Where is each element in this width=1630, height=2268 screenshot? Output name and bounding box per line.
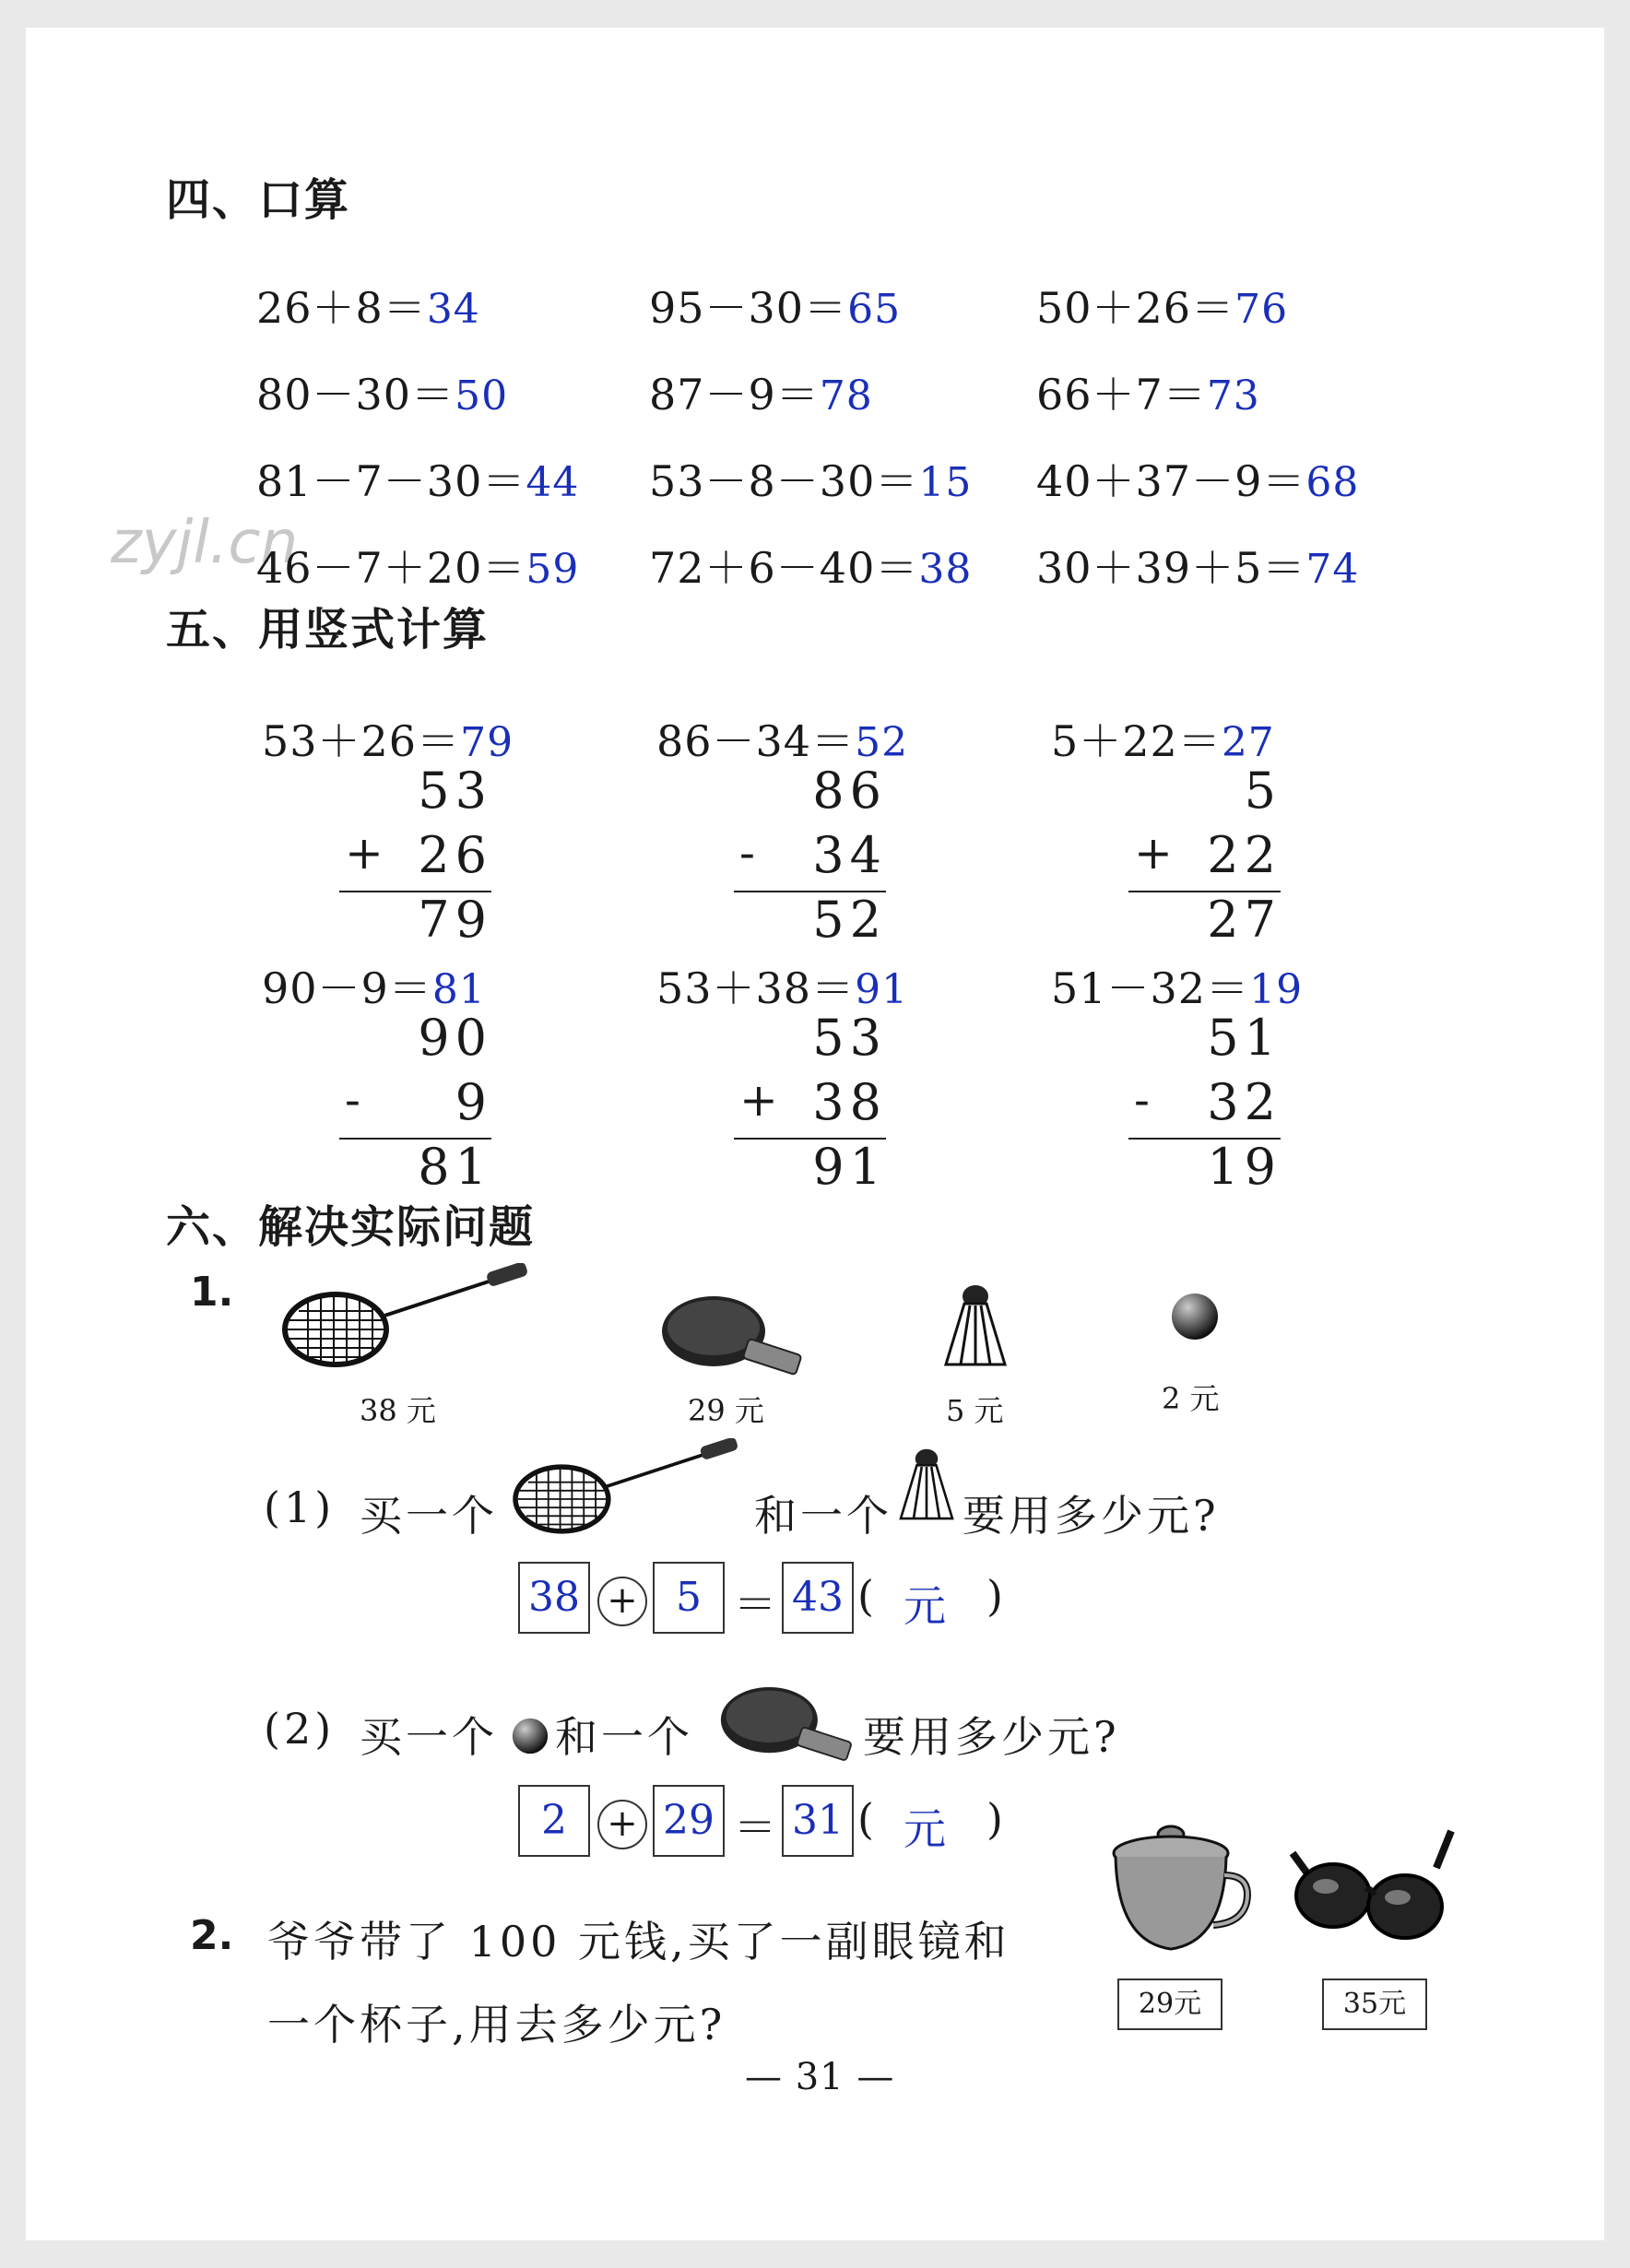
q1-addend-a-box[interactable]: 38 [518, 1562, 590, 1634]
answer-text[interactable]: 76 [1234, 286, 1289, 333]
vertical-calc-equation [656, 955, 908, 1016]
vertical-bottom-number: 32 [1207, 1073, 1282, 1131]
answer-text[interactable]: 15 [918, 459, 973, 506]
vertical-top-number: 90 [418, 1009, 492, 1067]
question-text: 46－7＋20＝ [256, 543, 526, 593]
question-text: 5＋22＝ [1051, 716, 1222, 766]
cup-icon [1106, 1824, 1254, 1962]
answer-text[interactable]: 74 [1305, 546, 1360, 593]
mental-math-item [256, 361, 508, 422]
vertical-bottom-number: 34 [812, 826, 887, 884]
answer-text[interactable]: 52 [855, 719, 909, 766]
section-4-title: 四、口算 [166, 174, 351, 226]
vertical-bottom-number: 26 [418, 826, 492, 884]
q2-unit: 元 [904, 1804, 946, 1854]
q1-right-paren: ) [986, 1571, 1003, 1621]
question-text: 50＋26＝ [1036, 283, 1235, 333]
mental-math-item [256, 275, 480, 336]
q1-text-and: 和一个 [754, 1491, 892, 1541]
question-text: 26＋8＝ [256, 283, 427, 333]
q2-label: (2) [264, 1704, 336, 1754]
problem-2-line-1: 爷爷带了 100 元钱,买了一副眼镜和 [267, 1917, 1010, 1967]
vertical-calc-equation [656, 708, 908, 769]
vertical-result-number: 52 [812, 891, 887, 949]
q1-text-cost: 要用多少元? [963, 1491, 1220, 1541]
vertical-top-number: 86 [812, 762, 887, 820]
ping-pong-paddle-icon [660, 1289, 808, 1390]
problem-2-line-2: 一个杯子,用去多少元? [267, 2000, 726, 2049]
mental-math-item [256, 535, 579, 596]
question-text: 87－9＝ [649, 370, 820, 419]
cup-price: 29元 [1117, 1979, 1222, 2030]
answer-text[interactable]: 91 [855, 966, 909, 1013]
question-text: 72＋6－40＝ [649, 543, 919, 593]
vertical-result-number: 91 [812, 1138, 887, 1196]
vertical-result-number: 27 [1207, 891, 1282, 949]
answer-text[interactable]: 19 [1249, 966, 1304, 1013]
q1-addend-b-box[interactable]: 5 [653, 1562, 725, 1634]
answer-text[interactable]: 68 [1305, 459, 1360, 506]
answer-text[interactable]: 59 [526, 546, 580, 593]
workbook-page [26, 28, 1604, 2240]
watermark: zyjl.cn [111, 509, 299, 577]
answer-text[interactable]: 78 [819, 372, 873, 419]
mental-math-item [649, 275, 901, 336]
q2-operator-circle[interactable]: + [597, 1800, 647, 1849]
vertical-operator: + [345, 826, 384, 880]
answer-text[interactable]: 73 [1206, 372, 1260, 419]
q2-text-buy: 买一个 [360, 1712, 498, 1762]
q2-addend-b-box[interactable]: 29 [653, 1785, 725, 1857]
vertical-result-number: 19 [1207, 1138, 1282, 1196]
mental-math-item [649, 535, 972, 596]
vertical-top-number: 51 [1207, 1009, 1282, 1067]
answer-text[interactable]: 50 [455, 372, 509, 419]
answer-text[interactable]: 34 [426, 286, 480, 333]
q2-text-and: 和一个 [555, 1712, 693, 1762]
q2-result-box[interactable]: 31 [782, 1785, 854, 1857]
question-text: 53＋38＝ [656, 963, 856, 1013]
mental-math-item [1036, 361, 1260, 422]
ping-pong-ball-icon [509, 1715, 551, 1757]
mental-math-item [256, 448, 579, 509]
ping-pong-paddle-icon [719, 1680, 857, 1776]
badminton-racket-icon [507, 1438, 747, 1540]
q1-text-buy: 买一个 [360, 1491, 498, 1541]
vertical-operator: - [1134, 1073, 1150, 1127]
section-6-title: 六、解决实际问题 [166, 1201, 536, 1253]
vertical-result-number: 81 [418, 1138, 492, 1196]
q2-addend-a-box[interactable]: 2 [518, 1785, 590, 1857]
vertical-bottom-number: 22 [1207, 826, 1282, 884]
vertical-calc-equation [262, 955, 486, 1016]
badminton-racket-icon [282, 1263, 531, 1374]
answer-text[interactable]: 44 [526, 459, 580, 506]
ping-pong-ball-icon [1167, 1289, 1222, 1344]
section-5-title: 五、用竖式计算 [166, 604, 490, 656]
question-text: 51－32＝ [1051, 963, 1250, 1013]
q1-unit: 元 [904, 1581, 946, 1631]
mental-math-item [649, 361, 873, 422]
glasses-price: 35元 [1322, 1979, 1427, 2030]
vertical-calc-equation [262, 708, 514, 769]
racket-price: 38 元 [360, 1393, 436, 1428]
mental-math-item [1036, 535, 1359, 596]
question-text: 66＋7＝ [1036, 370, 1207, 419]
question-text: 53－8－30＝ [649, 456, 919, 506]
vertical-calc-equation [1051, 955, 1303, 1016]
answer-text[interactable]: 27 [1221, 719, 1275, 766]
vertical-top-number: 53 [418, 762, 492, 820]
mental-math-item [1036, 275, 1288, 336]
q1-label: (1) [264, 1482, 336, 1532]
question-text: 80－30＝ [256, 370, 455, 419]
sunglasses-icon [1289, 1825, 1455, 1955]
vertical-bottom-number: 9 [455, 1073, 492, 1131]
question-text: 53＋26＝ [262, 716, 461, 766]
vertical-operator: + [739, 1073, 778, 1127]
question-text: 86－34＝ [656, 716, 856, 766]
vertical-top-number: 5 [1244, 762, 1282, 820]
paddle-price: 29 元 [688, 1393, 764, 1428]
shuttlecock-icon [894, 1446, 959, 1527]
question-text: 95－30＝ [649, 283, 848, 333]
problem-2-number: 2. [190, 1912, 234, 1959]
q2-text-cost: 要用多少元? [863, 1712, 1120, 1762]
q2-left-paren: ( [857, 1794, 874, 1844]
vertical-top-number: 53 [812, 1009, 887, 1067]
q1-equals: ＝ [734, 1579, 776, 1629]
mental-math-item [649, 448, 972, 509]
shuttlecock-price: 5 元 [946, 1393, 1004, 1428]
vertical-calc-equation [1051, 708, 1275, 769]
vertical-result-number: 79 [418, 891, 492, 949]
q2-equals: ＝ [734, 1802, 776, 1852]
vertical-operator: + [1134, 826, 1173, 880]
question-text: 30＋39＋5＝ [1036, 543, 1306, 593]
question-text: 40＋37－9＝ [1036, 456, 1306, 506]
shuttlecock-icon [939, 1282, 1012, 1374]
vertical-operator: - [345, 1073, 360, 1127]
q1-result-box[interactable]: 43 [782, 1562, 854, 1634]
ball-price: 2 元 [1162, 1381, 1220, 1416]
question-text: 90－9＝ [262, 963, 432, 1013]
question-text: 81－7－30＝ [256, 456, 526, 506]
answer-text[interactable]: 81 [431, 966, 486, 1013]
answer-text[interactable]: 38 [918, 546, 973, 593]
problem-1-number: 1. [190, 1269, 234, 1316]
q1-operator-circle[interactable]: + [597, 1577, 647, 1626]
q1-left-paren: ( [857, 1571, 874, 1621]
vertical-operator: - [739, 826, 755, 880]
mental-math-item [1036, 448, 1359, 509]
q2-right-paren: ) [986, 1794, 1003, 1844]
vertical-bottom-number: 38 [812, 1073, 887, 1131]
answer-text[interactable]: 79 [460, 719, 514, 766]
answer-text[interactable]: 65 [847, 286, 902, 333]
page-number: — 31 — [745, 2056, 895, 2098]
